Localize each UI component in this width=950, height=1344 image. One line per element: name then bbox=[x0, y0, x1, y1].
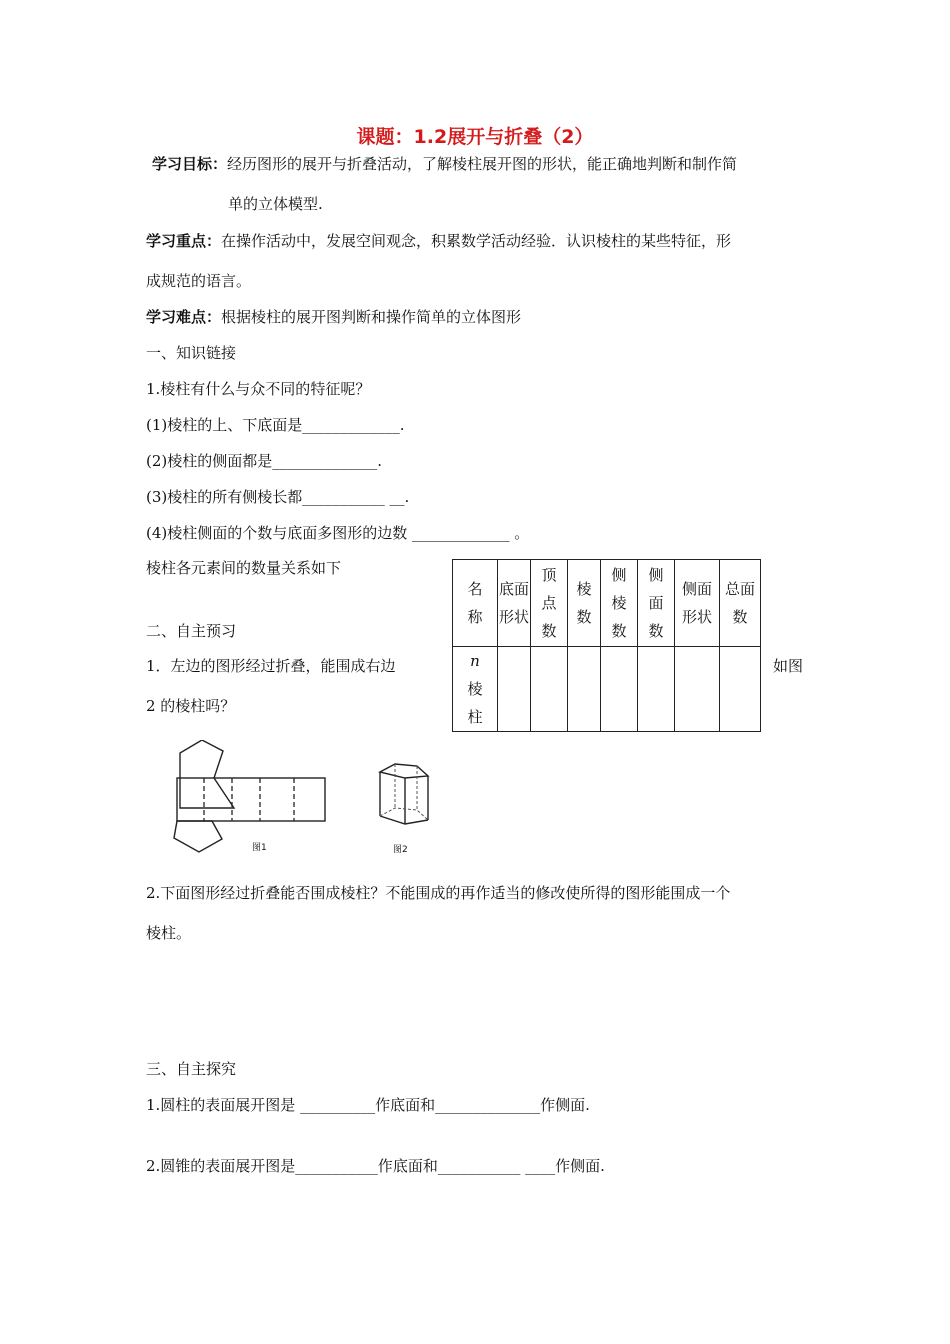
table-cell bbox=[531, 647, 568, 732]
key-points-line1 bbox=[146, 230, 731, 251]
objectives-line1 bbox=[152, 153, 737, 174]
net-lateral-strip bbox=[177, 778, 325, 821]
difficulties-label: 学习难点： bbox=[146, 308, 222, 326]
net-bottom-pentagon bbox=[174, 821, 222, 852]
table-cell bbox=[675, 647, 720, 732]
prism-bottom-edge bbox=[380, 816, 428, 824]
section2-question1-tail: 如图 bbox=[773, 657, 804, 675]
header-cell-vertices: 顶 点 数 bbox=[531, 560, 568, 647]
prism-top-face bbox=[380, 764, 428, 778]
figure1-label: 图1 bbox=[252, 843, 267, 853]
objectives-label: 学习目标： bbox=[152, 155, 228, 173]
page-title: 课题：1.2展开与折叠（2） bbox=[356, 126, 594, 148]
table-cell bbox=[720, 647, 761, 732]
objectives-line2: 单的立体模型. bbox=[228, 195, 323, 213]
table-cell bbox=[638, 647, 675, 732]
section2-question1-line1: 1．左边的图形经过折叠，能围成右边 bbox=[146, 657, 396, 675]
header-cell-total-faces: 总面 数 bbox=[720, 560, 761, 647]
header-cell-name: 名 称 bbox=[453, 560, 498, 647]
header-cell-lateral-shape: 侧面 形状 bbox=[675, 560, 720, 647]
section2-heading: 二、自主预习 bbox=[146, 622, 237, 640]
key-points-text: 在操作活动中，发展空间观念，积累数学活动经验．认识棱柱的某些特征，形 bbox=[221, 232, 732, 250]
prism-figure bbox=[375, 762, 435, 832]
section1-item3: (3)棱柱的所有侧棱长都___________ __. bbox=[146, 488, 410, 506]
prism-net-figure bbox=[160, 740, 340, 855]
section2-question1-line2: 2 的棱柱吗？ bbox=[146, 697, 236, 715]
header-cell-base-shape: 底面 形状 bbox=[498, 560, 531, 647]
row-label-cell: n 棱 柱 bbox=[453, 647, 498, 732]
section1-item4: (4)棱柱侧面的个数与底面多图形的边数 _____________ 。 bbox=[146, 524, 530, 542]
section2-question2-line2: 棱柱。 bbox=[146, 924, 192, 942]
table-cell bbox=[601, 647, 638, 732]
section2-question2-line1: 2.下面图形经过折叠能否围成棱柱？不能围成的再作适当的修改使所得的图形能围成一个 bbox=[146, 884, 731, 902]
difficulties-text: 根据棱柱的展开图判断和操作简单的立体图形 bbox=[221, 308, 522, 326]
table-cell bbox=[498, 647, 531, 732]
section1-item1: (1)棱柱的上、下底面是_____________. bbox=[146, 416, 405, 434]
table-cell bbox=[568, 647, 601, 732]
header-cell-lateral-edges: 侧 棱 数 bbox=[601, 560, 638, 647]
table-header-row bbox=[453, 560, 761, 647]
section1-heading: 一、知识链接 bbox=[146, 344, 237, 362]
section1-item2: (2)棱柱的侧面都是______________. bbox=[146, 452, 383, 470]
key-points-label: 学习重点： bbox=[146, 232, 222, 250]
section3-question2: 2.圆锥的表面展开图是___________作底面和___________ ____作侧面. bbox=[146, 1157, 605, 1175]
prism-properties-table bbox=[452, 559, 761, 732]
difficulties-line bbox=[146, 306, 521, 327]
section3-question1: 1.圆柱的表面展开图是 __________作底面和______________作侧面. bbox=[146, 1096, 590, 1114]
relation-text: 棱柱各元素间的数量关系如下 bbox=[146, 559, 342, 577]
header-cell-edges: 棱 数 bbox=[568, 560, 601, 647]
header-cell-lateral-faces: 侧 面 数 bbox=[638, 560, 675, 647]
section1-question1: 1.棱柱有什么与众不同的特征呢？ bbox=[146, 380, 371, 398]
section3-heading: 三、自主探究 bbox=[146, 1060, 237, 1078]
table-row bbox=[453, 647, 761, 732]
figure2-label: 图2 bbox=[393, 845, 408, 855]
objectives-text: 经历图形的展开与折叠活动，了解棱柱展开图的形状，能正确地判断和制作简 bbox=[227, 155, 738, 173]
key-points-line2: 成规范的语言。 bbox=[146, 272, 252, 290]
net-top-pentagon bbox=[180, 740, 234, 808]
